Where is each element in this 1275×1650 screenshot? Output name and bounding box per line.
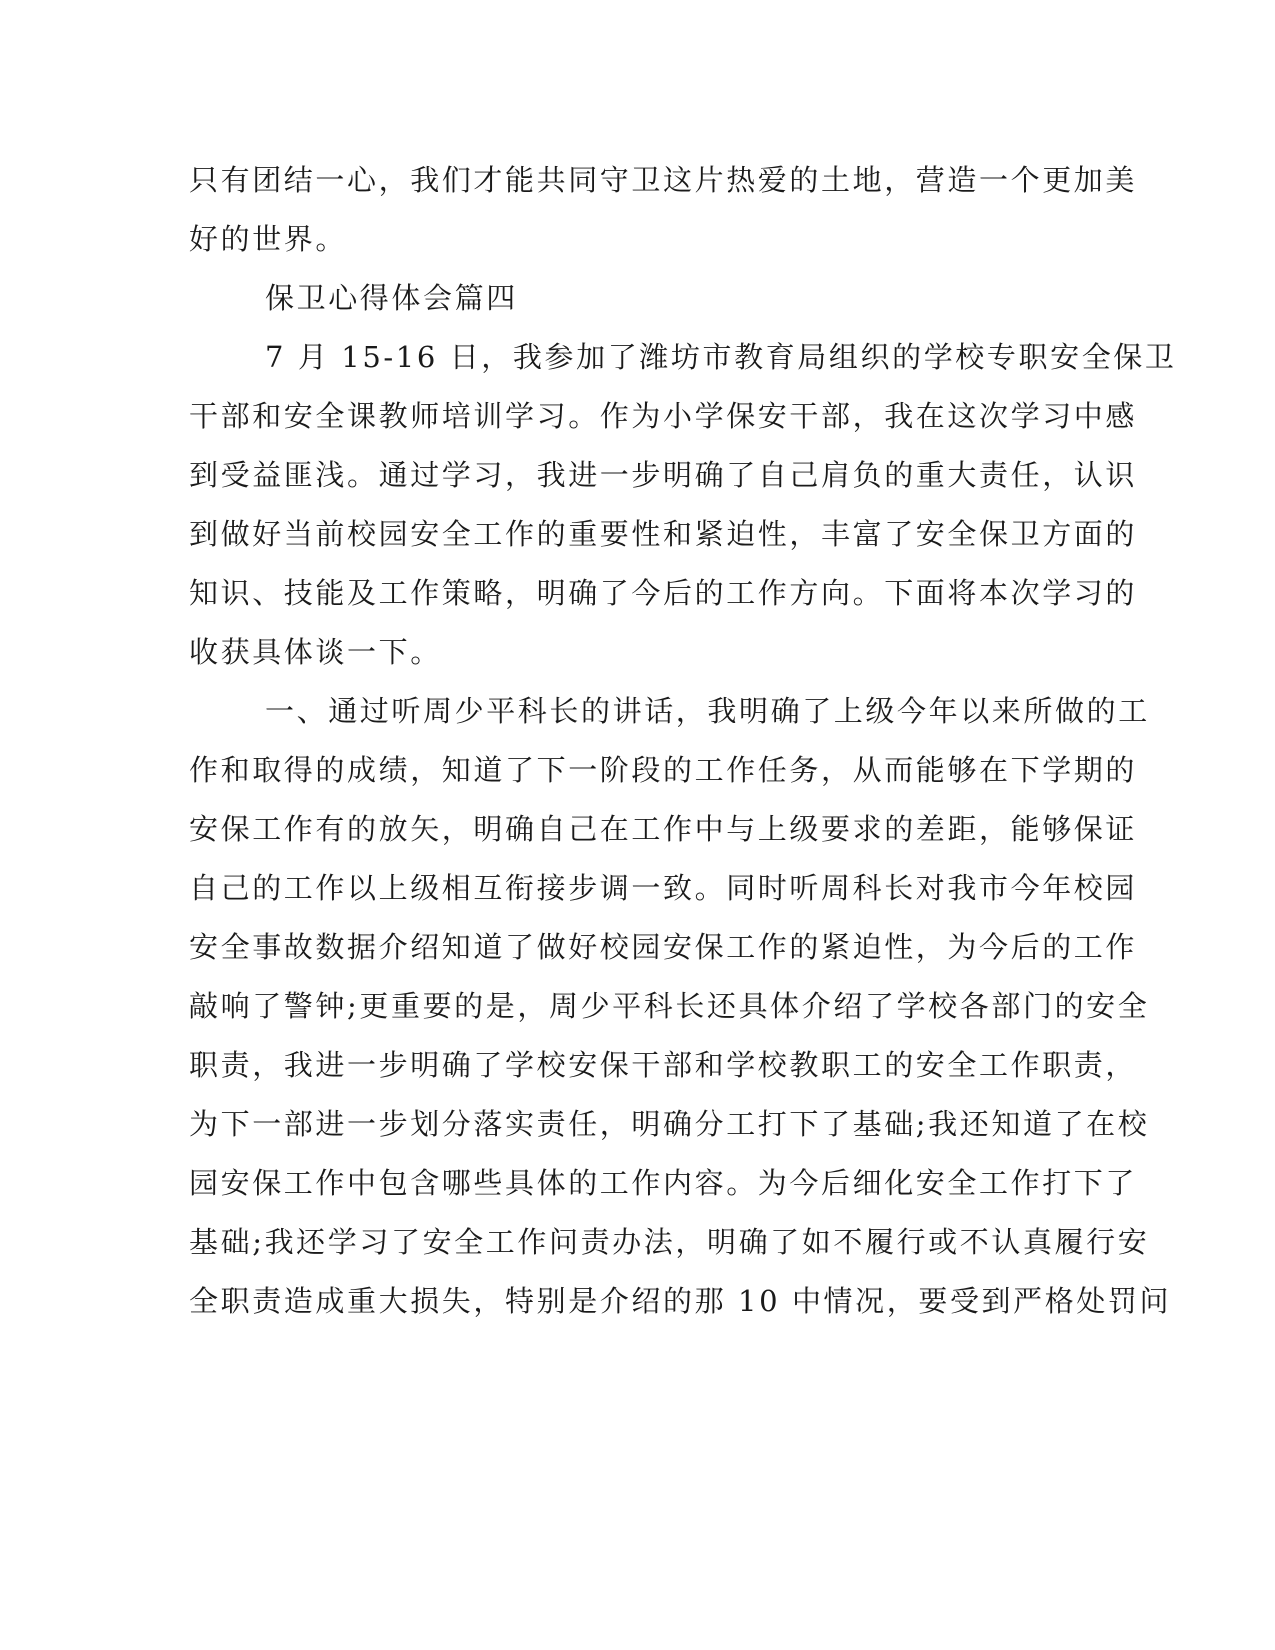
text-line: 作和取得的成绩，知道了下一阶段的工作任务，从而能够在下学期的 [189,753,1138,787]
text-line: 自己的工作以上级相互衔接步调一致。同时听周科长对我市今年校园 [189,871,1138,905]
paragraph-start: 一、通过听周少平科长的讲话，我明确了上级今年以来所做的工 [265,694,1150,728]
text-line: 到受益匪浅。通过学习，我进一步明确了自己肩负的重大责任，认识 [189,458,1138,492]
text-line: 园安保工作中包含哪些具体的工作内容。为今后细化安全工作打下了 [189,1166,1138,1200]
text-line: 安保工作有的放矢，明确自己在工作中与上级要求的差距，能够保证 [189,812,1138,846]
text-line: 干部和安全课教师培训学习。作为小学保安干部，我在这次学习中感 [189,399,1138,433]
paragraph-start: 7 月 15-16 日，我参加了潍坊市教育局组织的学校专职安全保卫 [265,340,1177,374]
text-line: 敲响了警钟;更重要的是，周少平科长还具体介绍了学校各部门的安全 [189,989,1150,1023]
text-line: 只有团结一心，我们才能共同守卫这片热爱的土地，营造一个更加美 [189,163,1138,197]
text-line: 全职责造成重大损失，特别是介绍的那 10 中情况，要受到严格处罚问 [189,1284,1172,1318]
text-line: 安全事故数据介绍知道了做好校园安保工作的紧迫性，为今后的工作 [189,930,1138,964]
text-line: 收获具体谈一下。 [189,635,442,669]
text-line: 职责，我进一步明确了学校安保干部和学校教职工的安全工作职责， [189,1048,1138,1082]
text-line: 知识、技能及工作策略，明确了今后的工作方向。下面将本次学习的 [189,576,1138,610]
section-heading: 保卫心得体会篇四 [265,281,518,315]
text-line: 到做好当前校园安全工作的重要性和紧迫性，丰富了安全保卫方面的 [189,517,1138,551]
text-line: 好的世界。 [189,222,348,256]
text-line: 基础;我还学习了安全工作问责办法，明确了如不履行或不认真履行安 [189,1225,1150,1259]
text-line: 为下一部进一步划分落实责任，明确分工打下了基础;我还知道了在校 [189,1107,1150,1141]
